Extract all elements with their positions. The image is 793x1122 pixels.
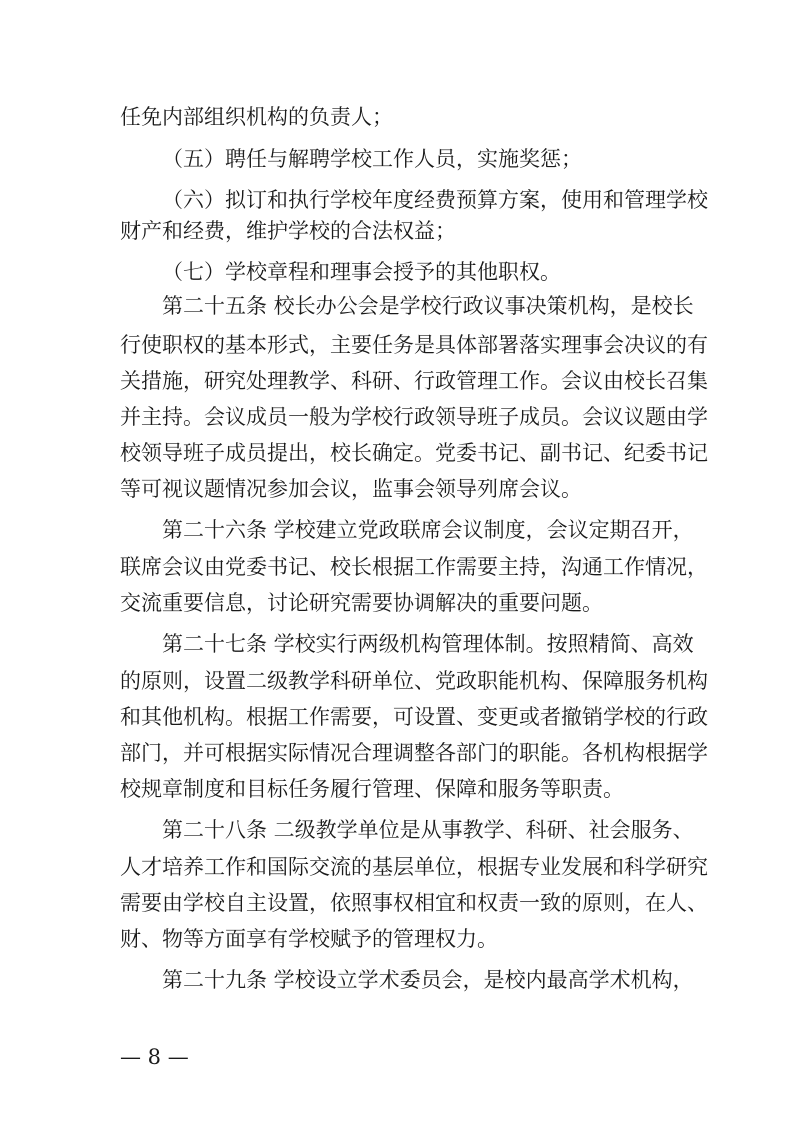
text-line: 关措施，研究处理教学、科研、行政管理工作。会议由校长召集	[120, 369, 708, 393]
text-line: 第二十五条 校长办公会是学校行政议事决策机构，是校长	[162, 294, 694, 318]
text-line: 财产和经费，维护学校的合法权益；	[120, 219, 456, 243]
text-line: 需要由学校自主设置，依照事权相宜和权责一致的原则，在人、	[120, 891, 708, 915]
text-line: 交流重要信息，讨论研究需要协调解决的重要问题。	[120, 591, 603, 615]
text-line: 第二十八条 二级教学单位是从事教学、科研、社会服务、	[162, 818, 694, 842]
text-line: 的原则，设置二级教学科研单位、党政职能机构、保障服务机构	[120, 669, 708, 693]
text-line: 并主持。会议成员一般为学校行政领导班子成员。会议议题由学	[120, 405, 708, 429]
text-line: 任免内部组织机构的负责人；	[120, 105, 393, 129]
text-line: 校领导班子成员提出，校长确定。党委书记、副书记、纪委书记	[120, 441, 708, 465]
text-line: （五）聘任与解聘学校工作人员，实施奖惩；	[162, 147, 582, 171]
text-line: 部门，并可根据实际情况合理调整各部门的职能。各机构根据学	[120, 741, 708, 765]
page-number: — 8 —	[120, 1045, 189, 1069]
text-line: 财、物等方面享有学校赋予的管理权力。	[120, 927, 498, 951]
text-line: 人才培养工作和国际交流的基层单位，根据专业发展和科学研究	[120, 855, 708, 879]
text-line: 等可视议题情况参加会议，监事会领导列席会议。	[120, 477, 582, 501]
text-line: 联席会议由党委书记、校长根据工作需要主持，沟通工作情况，	[120, 555, 708, 579]
text-line: 和其他机构。根据工作需要，可设置、变更或者撤销学校的行政	[120, 705, 708, 729]
text-line: （七）学校章程和理事会授予的其他职权。	[162, 260, 561, 284]
text-line: 校规章制度和目标任务履行管理、保障和服务等职责。	[120, 777, 624, 801]
text-line: 行使职权的基本形式，主要任务是具体部署落实理事会决议的有	[120, 333, 708, 357]
text-line: 第二十六条 学校建立党政联席会议制度，会议定期召开，	[162, 518, 694, 542]
text-line: 第二十九条 学校设立学术委员会，是校内最高学术机构，	[162, 968, 694, 992]
text-line: （六）拟订和执行学校年度经费预算方案，使用和管理学校	[162, 188, 708, 212]
text-line: 第二十七条 学校实行两级机构管理体制。按照精简、高效	[162, 632, 694, 656]
